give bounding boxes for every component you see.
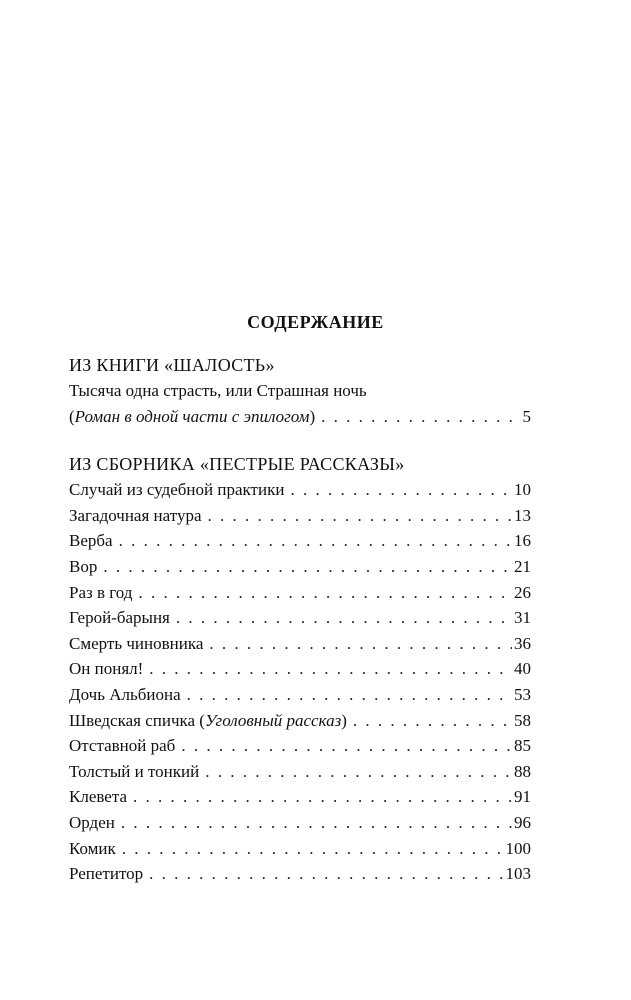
toc-entry-subtitle: Роман в одной части с эпилогом	[74, 406, 310, 426]
page-number: 16	[514, 531, 531, 551]
dot-leader	[119, 528, 512, 554]
dot-leader	[122, 836, 504, 862]
paren-close: )	[309, 406, 316, 426]
toc-entry	[69, 759, 531, 785]
page-number: 31	[514, 608, 531, 628]
toc-entry	[69, 580, 531, 606]
toc-entry-title: Дочь Альбиона	[69, 684, 181, 704]
toc-entry-title: Случай из судебной практики	[69, 480, 285, 500]
dot-leader	[353, 708, 512, 734]
toc-section-shalost	[69, 352, 531, 429]
page-number: 10	[514, 480, 531, 500]
toc-entry-title: Раз в год	[69, 582, 133, 602]
toc-entry	[69, 861, 531, 887]
dot-leader	[121, 810, 512, 836]
toc-entry-title: Тысяча одна страсть, или Страшная ночь	[69, 381, 367, 400]
toc-entry	[69, 554, 531, 580]
toc-entry	[69, 528, 531, 554]
toc-entry	[69, 708, 531, 734]
toc-entry	[69, 656, 531, 682]
toc-entry-title: Клевета	[69, 787, 128, 807]
dot-leader	[149, 656, 512, 682]
toc-entry-title: Репетитор	[69, 864, 144, 884]
dot-leader	[138, 580, 512, 606]
toc-entry	[69, 784, 531, 810]
toc-entry	[69, 810, 531, 836]
dot-leader	[290, 477, 512, 503]
page-number: 26	[514, 582, 531, 602]
dot-leader	[103, 554, 512, 580]
toc-entry-title: Герой-барыня	[69, 608, 170, 628]
toc-entry-subtitle: Уголовный рассказ	[204, 710, 342, 730]
toc-entry-title: Шведская спичка (	[69, 710, 205, 730]
page-number: 103	[505, 864, 531, 884]
dot-leader	[205, 759, 512, 785]
toc-section-pestrye-rasskazy	[69, 451, 531, 887]
toc-entry	[69, 682, 531, 708]
dot-leader	[208, 503, 512, 529]
paren-open: (	[69, 406, 75, 426]
section-heading: ИЗ КНИГИ «ШАЛОСТЬ»	[69, 355, 275, 375]
section-heading: ИЗ СБОРНИКА «ПЕСТРЫЕ РАССКАЗЫ»	[69, 454, 405, 475]
page-number: 40	[514, 659, 531, 679]
toc-entry-title: Толстый и тонкий	[69, 761, 200, 781]
toc-entry-subtitle-wrap	[69, 404, 315, 430]
toc-entry	[69, 631, 531, 657]
toc-title: СОДЕРЖАНИЕ	[247, 312, 384, 332]
dot-leader	[176, 605, 512, 631]
page-number: 88	[514, 761, 531, 781]
page-number: 91	[514, 787, 531, 807]
toc-entry-title: Комик	[69, 838, 116, 858]
page-number: 58	[514, 710, 531, 730]
toc-entry-title: Отставной раб	[69, 736, 176, 756]
toc-entry-title: Он понял!	[69, 659, 144, 679]
toc-entry	[69, 404, 531, 430]
page-number: 85	[514, 736, 531, 756]
page-number: 96	[514, 812, 531, 832]
dot-leader	[209, 631, 512, 657]
page-number: 21	[514, 556, 531, 576]
toc-entry-title: Вор	[69, 556, 98, 576]
toc-entry-title: Верба	[69, 531, 113, 551]
paren-close: )	[341, 710, 347, 730]
toc-entry-title-wrap	[69, 708, 347, 734]
toc-entry	[69, 503, 531, 529]
dot-leader	[149, 861, 503, 887]
toc-entry	[69, 477, 531, 503]
table-of-contents	[69, 352, 531, 887]
page-number: 5	[522, 406, 531, 426]
dot-leader	[187, 682, 512, 708]
toc-entry	[69, 733, 531, 759]
toc-entry	[69, 605, 531, 631]
toc-entry-title: Загадочная натура	[69, 505, 202, 525]
toc-entry-title: Смерть чиновника	[69, 633, 204, 653]
dot-leader	[321, 404, 520, 430]
page-number: 36	[514, 633, 531, 653]
page-number: 53	[514, 684, 531, 704]
toc-entry-title: Орден	[69, 812, 115, 832]
page-number: 13	[514, 505, 531, 525]
dot-leader	[133, 784, 512, 810]
page-number: 100	[505, 838, 531, 858]
dot-leader	[181, 733, 512, 759]
toc-entry	[69, 836, 531, 862]
